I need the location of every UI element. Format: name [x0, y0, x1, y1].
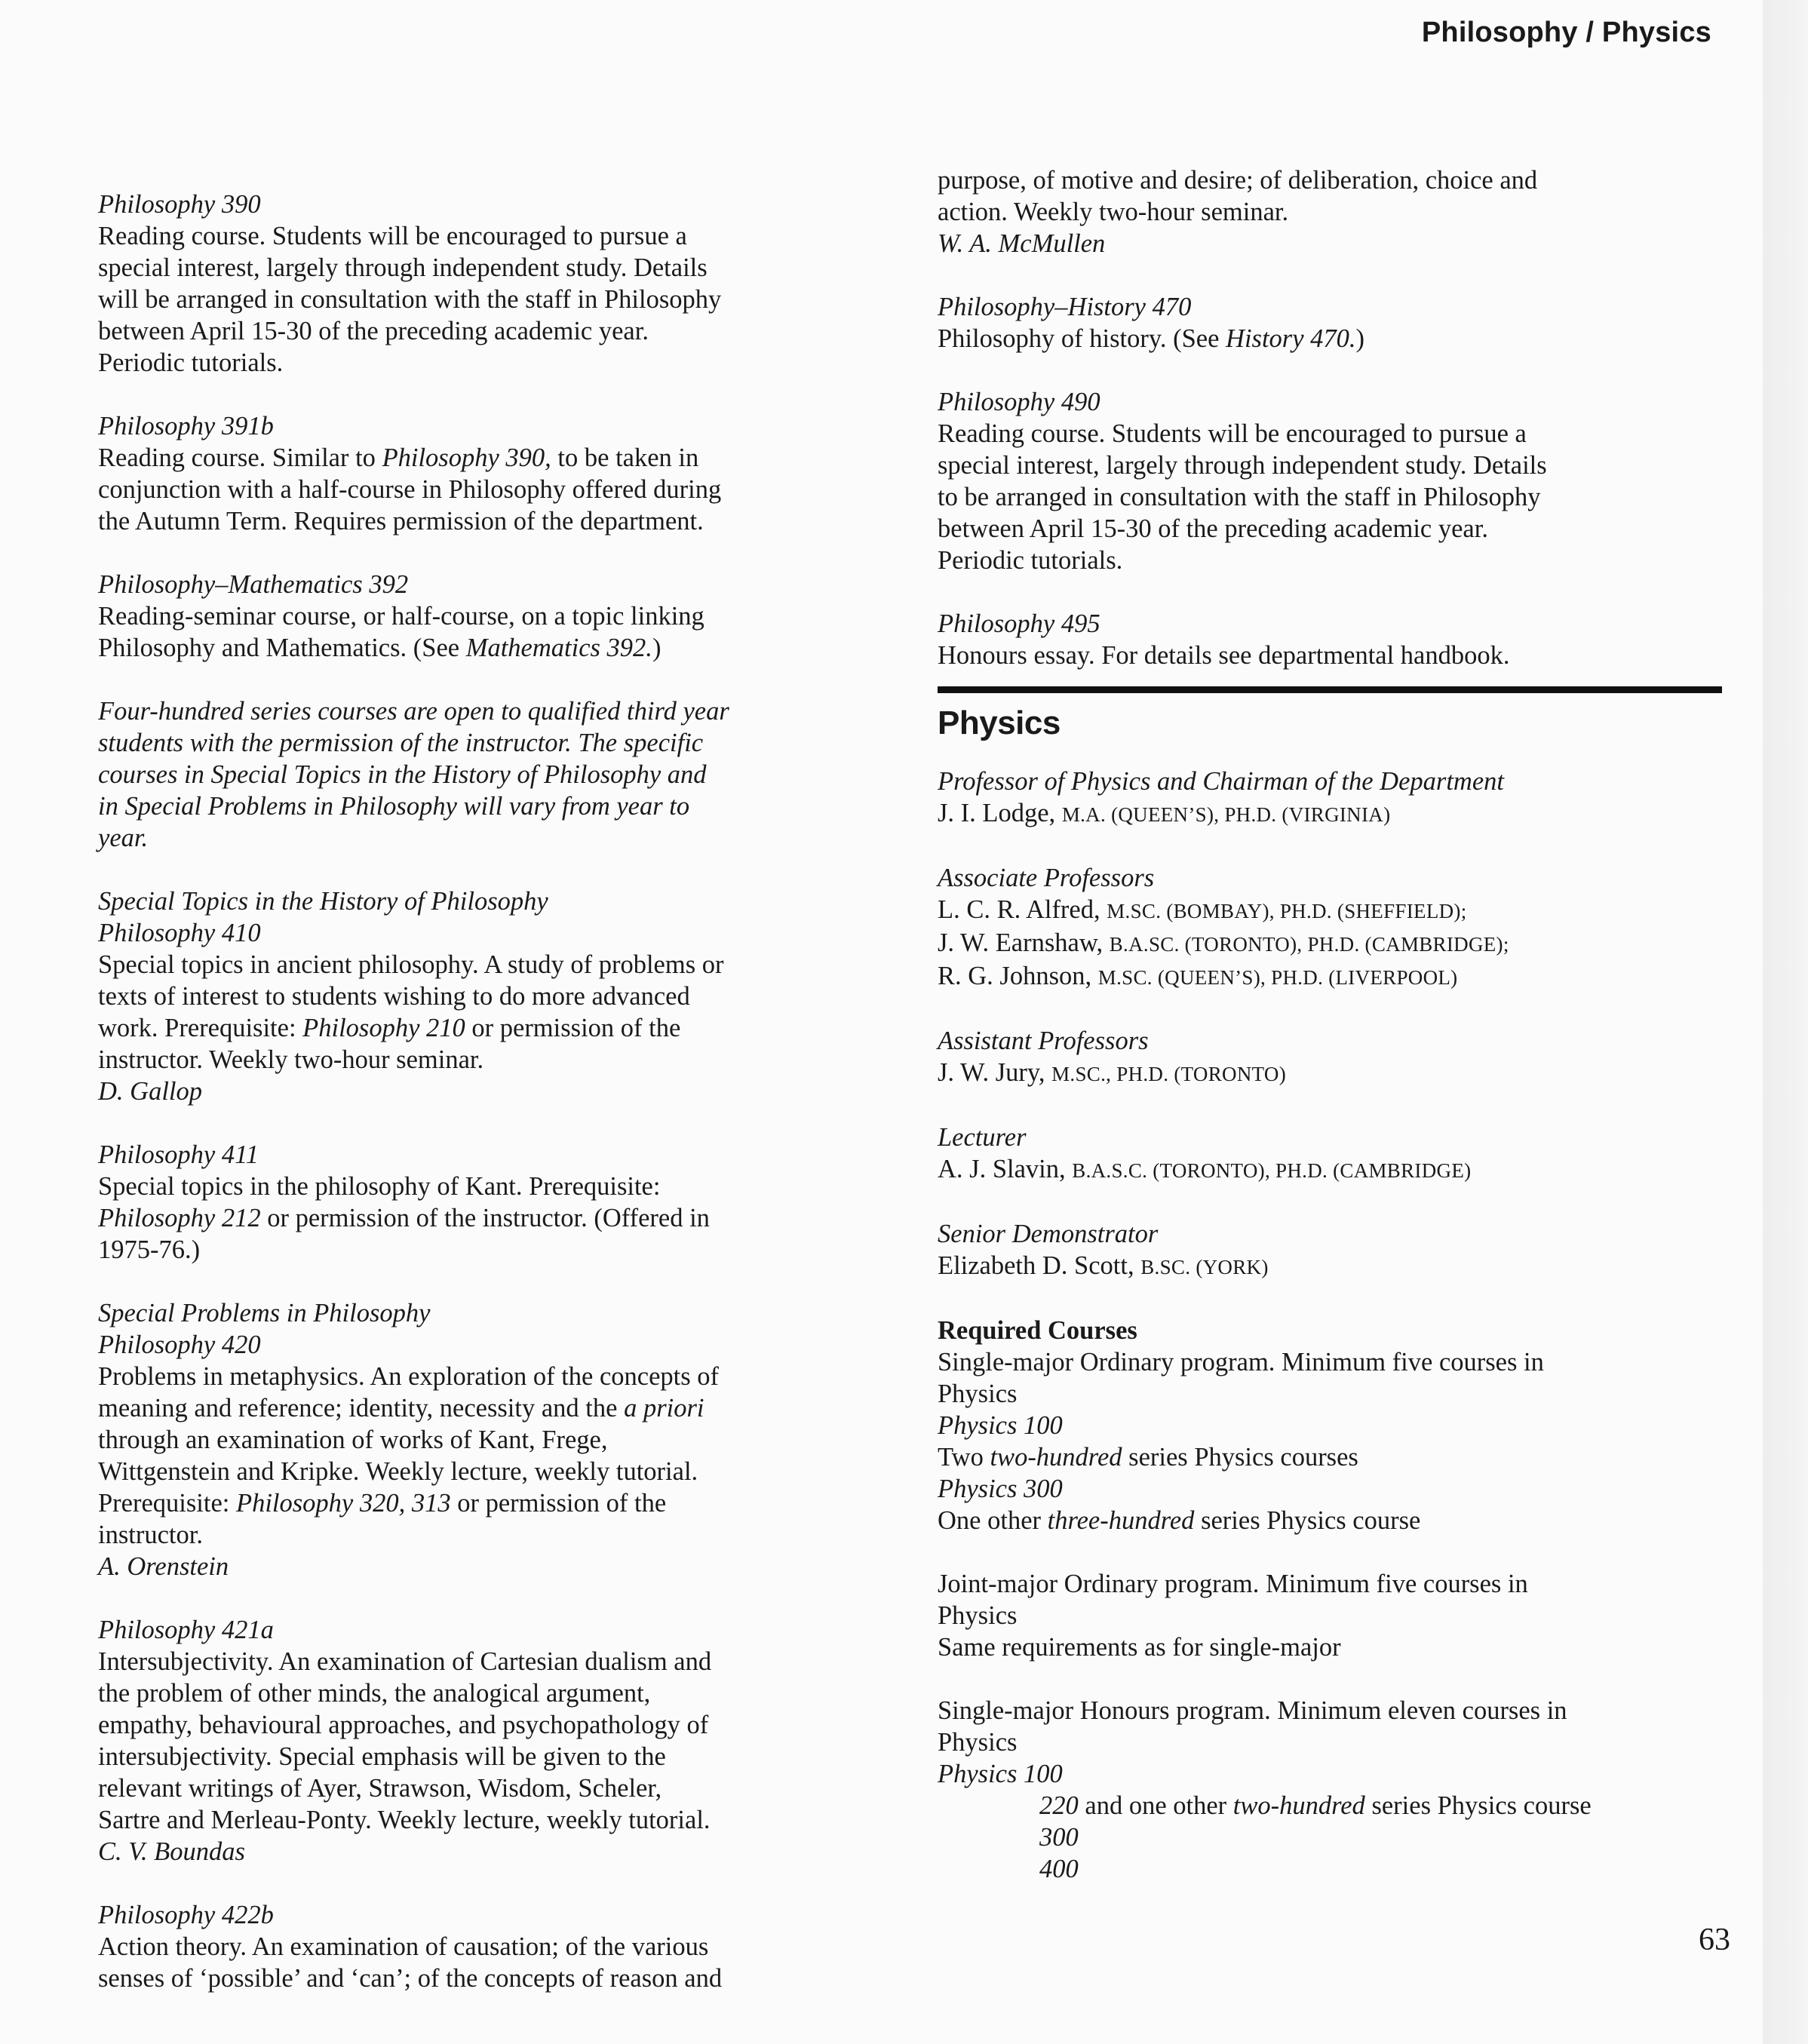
italic-text: D. Gallop — [98, 1077, 202, 1106]
course-title: Philosophy 495 — [938, 609, 1100, 638]
body-text: Reading course. Students will be encouraged to pursue a — [938, 419, 1527, 448]
course-entry — [98, 569, 883, 664]
body-text: Problems in metaphysics. An exploration of the concepts of — [98, 1362, 720, 1391]
body-text: series Physics course — [1364, 1791, 1592, 1820]
text-line — [938, 418, 1726, 450]
text-line — [98, 1836, 883, 1868]
text-line — [938, 1505, 1726, 1536]
left-column — [98, 189, 883, 2026]
italic-text: Four-hundred series courses are open to qualified third year — [98, 697, 729, 726]
italic-text: Mathematics 392. — [465, 634, 652, 662]
body-text: to be taken in — [551, 443, 699, 472]
body-text: R. G. Johnson, — [938, 962, 1098, 990]
text-line — [98, 347, 883, 379]
text-line — [98, 632, 883, 664]
body-text: Elizabeth D. Scott, — [938, 1251, 1141, 1280]
body-text: Philosophy and Mathematics. (See — [98, 634, 466, 662]
course-entry — [938, 766, 1726, 830]
text-line — [98, 949, 883, 981]
course-title: Philosophy 390 — [98, 190, 261, 219]
italic-text: a priori — [624, 1394, 704, 1423]
text-line — [98, 1646, 883, 1677]
credentials-text: M.SC. (BOMBAY), PH.D. (SHEFFIELD); — [1107, 900, 1467, 922]
text-line — [938, 1122, 1726, 1153]
body-text: Two — [938, 1443, 990, 1472]
course-entry — [938, 1315, 1726, 1536]
italic-text: Special Problems in Philosophy — [98, 1299, 431, 1327]
text-line — [938, 1853, 1726, 1885]
text-line — [98, 759, 883, 790]
text-line — [938, 640, 1726, 671]
text-line — [938, 1025, 1726, 1057]
body-text: between April 15-30 of the preceding academic year. — [98, 317, 649, 345]
body-text: will be arranged in consultation with the staff in Philosophy — [98, 285, 722, 314]
body-text: through an examination of works of Kant, Frege, — [98, 1426, 608, 1454]
text-line — [938, 1346, 1726, 1378]
text-line — [98, 1361, 883, 1392]
body-text: Philosophy of history. (See — [938, 324, 1226, 353]
text-line — [98, 442, 883, 474]
italic-text: Philosophy 420 — [98, 1330, 261, 1359]
body-text: senses of ‘possible’ and ‘can’; of the concepts of reason and — [98, 1964, 723, 1993]
text-line — [938, 1790, 1726, 1821]
course-entry — [938, 862, 1726, 993]
text-line — [938, 545, 1726, 576]
text-line — [938, 196, 1726, 228]
italic-text: three-hundred — [1047, 1506, 1195, 1535]
text-line — [938, 1153, 1726, 1186]
text-line — [938, 164, 1726, 196]
credentials-text: M.SC., PH.D. (TORONTO) — [1051, 1063, 1287, 1085]
text-line — [98, 885, 883, 917]
body-text: Physics — [938, 1601, 1018, 1630]
body-text: L. C. R. Alfred, — [938, 895, 1107, 924]
text-line — [938, 1600, 1726, 1631]
italic-text: Lecturer — [938, 1123, 1027, 1152]
right-column — [938, 164, 1726, 1917]
text-line — [938, 1568, 1726, 1600]
body-text: Physics — [938, 1728, 1018, 1757]
text-line — [98, 1456, 883, 1487]
body-text: series Physics courses — [1122, 1443, 1358, 1472]
text-line — [938, 1057, 1726, 1090]
text-line — [98, 917, 883, 949]
italic-text: courses in Special Topics in the History of Philosophy and — [98, 760, 707, 789]
body-text: Honours essay. For details see departmental handbook. — [938, 641, 1510, 670]
italic-text: Physics 100 — [938, 1411, 1063, 1440]
text-line — [98, 1931, 883, 1963]
body-text: between April 15-30 of the preceding academic year. — [938, 514, 1488, 543]
body-text: Periodic tutorials. — [938, 546, 1123, 575]
text-line — [938, 513, 1726, 545]
credentials-text: B.A.SC. (TORONTO), PH.D. (CAMBRIDGE); — [1109, 933, 1509, 956]
text-line — [98, 1741, 883, 1772]
credentials-text: M.A. (QUEEN’S), PH.D. (VIRGINIA) — [1061, 803, 1391, 826]
body-text: action. Weekly two-hour seminar. — [938, 198, 1289, 226]
body-text: Special topics in the philosophy of Kant. Prerequisite: — [98, 1172, 661, 1201]
text-line — [938, 862, 1726, 894]
text-line — [938, 1250, 1726, 1283]
italic-text: Associate Professors — [938, 864, 1155, 892]
course-entry — [938, 1695, 1726, 1885]
text-line — [98, 1297, 883, 1329]
body-text: 1975-76.) — [98, 1235, 201, 1264]
body-text: Wittgenstein and Kripke. Weekly lecture, weekly tutorial. — [98, 1457, 698, 1486]
italic-text: A. Orenstein — [98, 1552, 229, 1581]
body-text: Required Courses — [938, 1316, 1137, 1345]
body-text: Reading course. Students will be encouraged to pursue a — [98, 222, 687, 250]
text-line — [98, 1202, 883, 1234]
course-entry — [98, 1297, 883, 1582]
course-title: Philosophy–History 470 — [938, 293, 1192, 321]
body-text: ) — [652, 634, 662, 662]
text-line — [938, 1441, 1726, 1473]
course-entry — [938, 386, 1726, 576]
body-text: Special topics in ancient philosophy. A study of problems or — [98, 950, 724, 979]
body-text: series Physics course — [1194, 1506, 1421, 1535]
text-line — [98, 1487, 883, 1519]
text-line — [98, 822, 883, 854]
text-line — [938, 481, 1726, 513]
text-line — [938, 1695, 1726, 1726]
course-title: Philosophy 421a — [98, 1616, 274, 1644]
credentials-text: B.SC. (YORK) — [1140, 1256, 1269, 1278]
course-entry — [938, 608, 1726, 671]
course-entry — [98, 1139, 883, 1266]
italic-text: Senior Demonstrator — [938, 1220, 1159, 1248]
text-line — [938, 1473, 1726, 1505]
body-text: and one other — [1078, 1791, 1233, 1820]
text-line — [98, 1709, 883, 1741]
italic-text: Philosophy 210 — [302, 1014, 465, 1042]
text-line — [98, 600, 883, 632]
body-text: empathy, behavioural approaches, and psychopathology of — [98, 1711, 709, 1739]
body-text: Single-major Honours program. Minimum eleven courses in — [938, 1696, 1567, 1725]
course-entry — [938, 1568, 1726, 1663]
body-text: conjunction with a half-course in Philosophy offered during — [98, 475, 722, 504]
body-text: or permission of the instructor. (Offered in — [260, 1204, 710, 1232]
text-line — [98, 981, 883, 1012]
text-line — [98, 284, 883, 315]
italic-text: 220 — [1039, 1791, 1079, 1820]
course-title: Philosophy–Mathematics 392 — [98, 570, 409, 599]
text-line — [98, 1551, 883, 1582]
body-text: J. W. Earnshaw, — [938, 928, 1110, 957]
body-text: special interest, largely through independent study. Details — [938, 451, 1547, 480]
text-line — [98, 505, 883, 537]
italic-text: Physics 100 — [938, 1760, 1063, 1788]
body-text: instructor. — [98, 1521, 203, 1549]
body-text: Physics — [938, 1380, 1018, 1408]
text-line — [98, 252, 883, 284]
credentials-text: M.SC. (QUEEN’S), PH.D. (LIVERPOOL) — [1097, 966, 1458, 989]
body-text: relevant writings of Ayer, Strawson, Wisdom, Scheler, — [98, 1774, 662, 1803]
text-line — [938, 797, 1726, 830]
body-text: J. I. Lodge, — [938, 799, 1062, 827]
italic-text: Philosophy 390, — [382, 443, 551, 472]
text-line — [98, 1044, 883, 1076]
text-line — [938, 1378, 1726, 1410]
body-text: Intersubjectivity. An examination of Cartesian dualism and — [98, 1647, 712, 1676]
text-line — [938, 1218, 1726, 1250]
body-text: the Autumn Term. Requires permission of the department. — [98, 507, 704, 536]
body-text: special interest, largely through independent study. Details — [98, 253, 708, 282]
text-line — [98, 1234, 883, 1266]
text-line — [98, 1804, 883, 1836]
text-line — [98, 727, 883, 759]
section-divider — [938, 686, 1722, 693]
text-line — [98, 1963, 883, 1994]
body-text: Periodic tutorials. — [98, 348, 284, 377]
text-line — [938, 766, 1726, 797]
course-title: Philosophy 422b — [98, 1901, 274, 1929]
text-line — [98, 474, 883, 505]
text-line — [98, 1329, 883, 1361]
page-edge-shadow — [1763, 0, 1808, 2044]
italic-text: year. — [98, 824, 149, 852]
italic-text: C. V. Boundas — [98, 1837, 245, 1866]
text-line — [98, 1076, 883, 1107]
italic-text: W. A. McMullen — [938, 229, 1106, 258]
text-line — [98, 790, 883, 822]
italic-text: students with the permission of the instructor. The specific — [98, 729, 704, 757]
physics-section-heading: Physics — [938, 704, 1061, 741]
course-entry — [938, 1025, 1726, 1090]
body-text: One other — [938, 1506, 1048, 1535]
body-text: ) — [1355, 324, 1365, 353]
text-line — [938, 927, 1726, 960]
body-text: Reading course. Similar to — [98, 443, 382, 472]
text-line — [98, 1012, 883, 1044]
body-text: texts of interest to students wishing to do more advanced — [98, 982, 690, 1011]
italic-text: Philosophy 320, 313 — [236, 1489, 451, 1518]
text-line — [938, 1758, 1726, 1790]
italic-text: two-hundred — [1232, 1791, 1365, 1820]
course-entry — [98, 695, 883, 854]
italic-text: 400 — [1039, 1855, 1079, 1883]
body-text: intersubjectivity. Special emphasis will be given to the — [98, 1742, 666, 1771]
text-line — [98, 1171, 883, 1202]
text-line — [938, 1631, 1726, 1663]
course-entry — [98, 1614, 883, 1868]
course-title: Philosophy 490 — [938, 388, 1100, 416]
course-entry — [98, 885, 883, 1107]
text-line — [938, 894, 1726, 927]
course-entry — [938, 1122, 1726, 1186]
course-entry — [938, 291, 1726, 354]
text-line — [938, 1821, 1726, 1853]
italic-text: Special Topics in the History of Philosophy — [98, 887, 548, 916]
text-line — [938, 1410, 1726, 1441]
body-text: Action theory. An examination of causation; of the various — [98, 1932, 709, 1961]
body-text: meaning and reference; identity, necessity and the — [98, 1394, 625, 1423]
body-text: instructor. Weekly two-hour seminar. — [98, 1045, 484, 1074]
italic-text: Philosophy 410 — [98, 919, 261, 947]
text-line — [98, 695, 883, 727]
course-entry — [98, 1899, 883, 1994]
body-text: J. W. Jury, — [938, 1058, 1052, 1087]
italic-text: Philosophy 212 — [98, 1204, 261, 1232]
italic-text: 300 — [1039, 1823, 1079, 1852]
italic-text: Professor of Physics and Chairman of the Department — [938, 767, 1504, 796]
text-line — [938, 450, 1726, 481]
course-entry — [938, 1218, 1726, 1283]
body-text: Single-major Ordinary program. Minimum five courses in — [938, 1348, 1544, 1376]
body-text: work. Prerequisite: — [98, 1014, 303, 1042]
text-line — [98, 1519, 883, 1551]
italic-text: in Special Problems in Philosophy will vary from year to — [98, 792, 690, 821]
body-text: or permission of the — [450, 1489, 667, 1518]
body-text: Joint-major Ordinary program. Minimum five courses in — [938, 1570, 1528, 1598]
course-title: Philosophy 411 — [98, 1140, 259, 1169]
text-line — [938, 1726, 1726, 1758]
physics-section-body — [938, 766, 1726, 1885]
text-line — [98, 1677, 883, 1709]
italic-text: History 470. — [1226, 324, 1356, 353]
body-text: Prerequisite: — [98, 1489, 236, 1518]
italic-text: two-hundred — [990, 1443, 1122, 1472]
text-line — [98, 220, 883, 252]
text-line — [938, 228, 1726, 259]
course-title: Philosophy 391b — [98, 412, 274, 440]
body-text: or permission of the — [465, 1014, 681, 1042]
text-line — [98, 1772, 883, 1804]
body-text: Reading-seminar course, or half-course, on a topic linking — [98, 602, 704, 631]
text-line — [938, 960, 1726, 993]
course-entry — [98, 189, 883, 379]
italic-text: Physics 300 — [938, 1475, 1063, 1503]
philosophy-continued — [938, 164, 1726, 671]
text-line — [98, 1424, 883, 1456]
page-number: 63 — [1699, 1923, 1730, 1957]
body-text: A. J. Slavin, — [938, 1155, 1073, 1183]
body-text: Same requirements as for single-major — [938, 1633, 1341, 1662]
italic-text: Assistant Professors — [938, 1027, 1149, 1055]
text-line — [938, 1315, 1726, 1346]
body-text: the problem of other minds, the analogical argument, — [98, 1679, 651, 1708]
text-line — [938, 323, 1726, 354]
course-entry — [938, 164, 1726, 259]
course-entry — [98, 410, 883, 537]
text-line — [98, 315, 883, 347]
body-text: Sartre and Merleau-Ponty. Weekly lecture, weekly tutorial. — [98, 1806, 711, 1834]
body-text: purpose, of motive and desire; of deliberation, choice and — [938, 166, 1538, 195]
text-line — [98, 1392, 883, 1424]
running-header: Philosophy / Physics — [1421, 17, 1711, 48]
credentials-text: B.A.S.C. (TORONTO), PH.D. (CAMBRIDGE) — [1072, 1159, 1472, 1182]
body-text: to be arranged in consultation with the staff in Philosophy — [938, 483, 1541, 511]
